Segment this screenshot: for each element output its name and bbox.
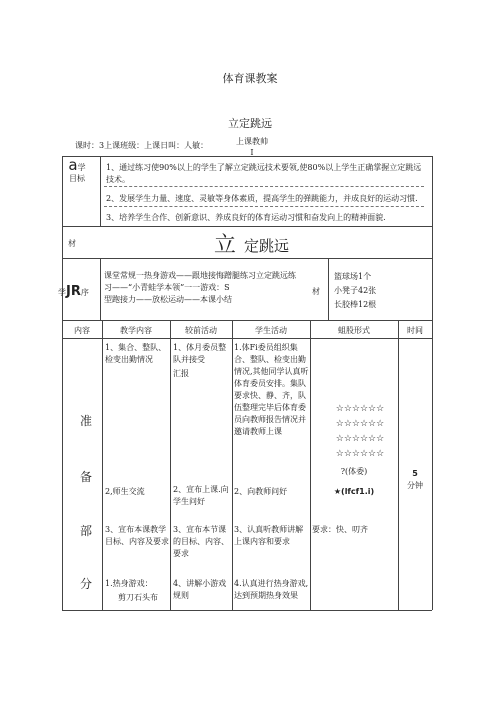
formation-diagram: [330, 402, 390, 462]
table-border-left: [62, 156, 63, 610]
goals-label-char: a: [68, 156, 78, 174]
header-teacher-activity: 较前活动: [185, 326, 217, 335]
topic-rest: 定跳远: [244, 237, 290, 255]
sequence-label-part: JR: [66, 284, 81, 299]
document-title: 体育课教案: [222, 72, 278, 85]
topic-char: 立: [214, 233, 237, 258]
equipment-item: 篮球场1个: [334, 272, 372, 281]
header-content: 内容: [74, 326, 90, 335]
col-divider: [328, 258, 329, 320]
student-activity-cell: 3、认真听教师讲解上课内容和要求: [234, 525, 304, 546]
row-divider: [62, 338, 432, 339]
sequence-line: 型跑接力——放松运动——本课小结: [104, 295, 232, 304]
equipment-list: [334, 270, 376, 312]
goal-item: 3、培养学生合作、创新意识、养成良好的体育运动习惯和奋发向上的精神面貌.: [106, 213, 386, 222]
phase-char: 准: [79, 414, 92, 428]
time-value: 5: [412, 469, 418, 478]
teacher-activity-cell: 2、宣布上课.向学生问好: [173, 485, 229, 506]
col-divider: [398, 320, 399, 610]
goal-item: 2、发展学生力量、速度、灵敏等身体素质，提高学生的弹跳能力，并成良好的运动习惯.: [106, 194, 418, 203]
phase-char: 分: [79, 577, 92, 591]
topic-label: 材: [68, 239, 76, 248]
formation-row: ☆☆☆☆☆☆: [335, 419, 385, 429]
table-border-top: [62, 156, 432, 157]
row-divider: [62, 258, 432, 259]
formation-row: ☆☆☆☆☆☆: [335, 449, 385, 459]
col-divider: [100, 156, 101, 226]
header-organization-form: 蛆股形式: [338, 326, 370, 335]
phase-char: 备: [79, 470, 92, 484]
content-cell: 2,师生交流: [105, 487, 145, 496]
equipment-item: 长胶棒12根: [334, 300, 377, 309]
content-cell: 1、集合、整队、检变出勤情况: [105, 343, 167, 364]
formation-note: ?(体委): [340, 467, 368, 476]
phase-char: 部: [79, 524, 92, 538]
time-unit: 分钟: [407, 481, 423, 490]
content-cell: 3、宣布本课教学目标、内容及要求: [105, 525, 169, 546]
content-cell: 剪刀石头布: [118, 593, 158, 602]
header-teaching-content: 教学内容: [120, 326, 152, 335]
equipment-item: 小凳子42张: [334, 286, 377, 295]
teacher-label: 上课教帅: [236, 137, 268, 146]
teacher-info: [236, 136, 268, 158]
col-divider: [102, 320, 103, 610]
goal-item: 1、通过练习使90%以上的学生了解立定跳远技术要领,使80%以上学生正确掌握立定跳远技术。: [106, 163, 422, 184]
student-activity-cell: 2、向教师问好: [234, 487, 288, 496]
equipment-label: 材: [312, 287, 320, 296]
goals-list: [106, 162, 426, 231]
goals-label-part: 学: [77, 163, 86, 172]
formation-note: ★(lfcf1.i): [333, 487, 375, 496]
teacher-activity-cell: 3、宣布本节课的目标、内容、要求: [173, 525, 229, 558]
goals-label: [66, 156, 88, 184]
table-border-bottom: [62, 610, 432, 611]
col-divider: [310, 320, 311, 610]
col-divider: [170, 320, 171, 610]
goals-label-part: 目标: [69, 174, 85, 183]
sequence-text: [104, 270, 314, 306]
sequence-label: [58, 284, 89, 299]
teacher-activity-cell: 1、体月委员整队并接受: [173, 343, 227, 364]
formation-requirement: 要求：快、叨齐: [312, 525, 368, 534]
sequence-label-part: 学: [58, 288, 66, 297]
sequence-line: 课堂常规一热身游戏——跟地接悔蹭腿练习立定跳远练: [104, 271, 296, 280]
header-time: 时间: [407, 326, 423, 335]
content-cell: 1.热身游戏：: [105, 579, 153, 588]
teacher-activity-cell: 汇报: [173, 369, 189, 378]
sequence-label-part: 序: [80, 288, 89, 297]
lesson-title: 立定跳远: [228, 117, 272, 130]
teacher-value: I: [250, 148, 254, 157]
sequence-line: 习——“小青蛙学本领”一一游戏：S: [104, 283, 230, 292]
student-activity-cell: 4.认真进行热身游戏,达到预期热身效果: [234, 579, 309, 600]
time-cell: [404, 468, 426, 492]
formation-row: ☆☆☆☆☆☆: [335, 404, 385, 414]
table-border-right: [432, 156, 433, 610]
header-student-activity: 学生活动: [255, 326, 287, 335]
student-activity-cell: 1.体Fi委员组织集合、整队、检变出勤情况,其他同学认真听体育委员安排。集队要求快、静、齐，队伍整理完毕后体育委员向教师报告情况并邀请教师上课: [234, 343, 309, 436]
col-divider: [232, 320, 233, 610]
formation-row: ☆☆☆☆☆☆: [335, 434, 385, 444]
teacher-activity-cell: 4、讲解小游戏规则: [173, 579, 227, 600]
row-divider: [62, 320, 432, 321]
col-divider: [100, 258, 101, 320]
lesson-info-line: 课时：3上课班级：上课日叫：人敏：: [75, 141, 209, 150]
